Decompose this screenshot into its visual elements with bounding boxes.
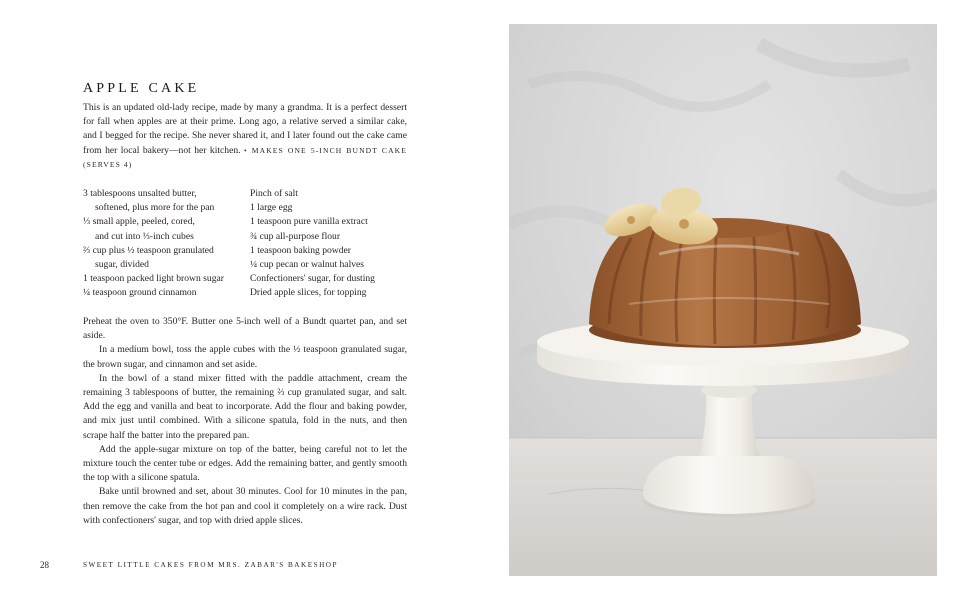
ingredient-line: and cut into ⅓-inch cubes <box>95 230 194 242</box>
ingredient-line: sugar, divided <box>95 259 149 271</box>
ingredient-line: 3 tablespoons unsalted butter, <box>83 188 197 199</box>
recipe-title: APPLE CAKE <box>83 81 200 97</box>
method-paragraph: In a medium bowl, toss the apple cubes with the ½ teaspoon granulated sugar, the brown sugar, and cinnamon and set aside. <box>83 344 407 370</box>
ingredient-line: ¾ cup all-purpose flour <box>250 230 341 242</box>
ingredient-line: 1 teaspoon pure vanilla extract <box>250 216 368 228</box>
recipe-intro <box>83 101 407 172</box>
ingredient-line: Confectioners' sugar, for dusting <box>250 273 375 285</box>
page-number: 28 <box>40 560 49 570</box>
ingredient-line: 1 large egg <box>250 202 293 214</box>
right-page <box>485 0 970 600</box>
ingredients-column-right <box>250 187 410 301</box>
ingredient-line: 1 teaspoon packed light brown sugar <box>83 273 224 285</box>
method-paragraph: In the bowl of a stand mixer fitted with the paddle attachment, cream the remaining 3 tablespoons of butter, the remaining ⅔ cup granulated sugar, and salt. Add the egg and vanilla and beat to incorporate. Add the flour and baking powder, and mix just until combined. With a silicone spatula, fold in the nuts, and then scrape half the batter into the prepared pan. <box>83 372 407 441</box>
ingredient-line: Dried apple slices, for topping <box>250 287 367 299</box>
intro-text: This is an updated old-lady recipe, made by many a grandma. It is a perfect dessert for fall when apples are at their prime. Long ago, a relative served a similar cake, and I begged for the recipe. She never shared it, and I later found out the cake came from her local bakery—not her kitchen. <box>83 102 407 156</box>
ingredient-line: 1 teaspoon baking powder <box>250 244 351 256</box>
recipe-method <box>83 315 407 528</box>
cake-photo <box>509 24 937 576</box>
ingredient-line: softened, plus more for the pan <box>95 202 215 214</box>
cake-photo-illustration <box>509 24 937 576</box>
ingredient-line: ⅓ small apple, peeled, cored, <box>83 216 195 228</box>
method-paragraph: Bake until browned and set, about 30 minutes. Cool for 10 minutes in the pan, then remove the cake from the hot pan and cool it completely on a wire rack. Dust with confectioners' sugar, and top with dried apple slices. <box>83 486 407 526</box>
recipe-yield: • MAKES ONE 5-INCH BUNDT CAKE (SERVES 4) <box>83 145 407 169</box>
ingredient-line: ⅔ cup plus ½ teaspoon granulated <box>83 244 214 256</box>
running-head: SWEET LITTLE CAKES FROM MRS. ZABAR'S BAKESHOP <box>83 561 338 569</box>
method-paragraph: Preheat the oven to 350°F. Butter one 5-inch well of a Bundt quartet pan, and set aside. <box>83 316 407 342</box>
method-paragraph: Add the apple-sugar mixture on top of the batter, being careful not to let the mixture touch the center tube or edges. Add the remaining batter, and gently smooth the top with a silicone spatula. <box>83 443 407 484</box>
bundt-cake <box>589 218 861 348</box>
ingredient-line: Pinch of salt <box>250 188 298 199</box>
ingredient-line: ¼ cup pecan or walnut halves <box>250 259 365 271</box>
ingredients-list <box>83 187 413 301</box>
ingredient-line: ¼ teaspoon ground cinnamon <box>83 287 197 299</box>
ingredients-column-left <box>83 187 250 301</box>
